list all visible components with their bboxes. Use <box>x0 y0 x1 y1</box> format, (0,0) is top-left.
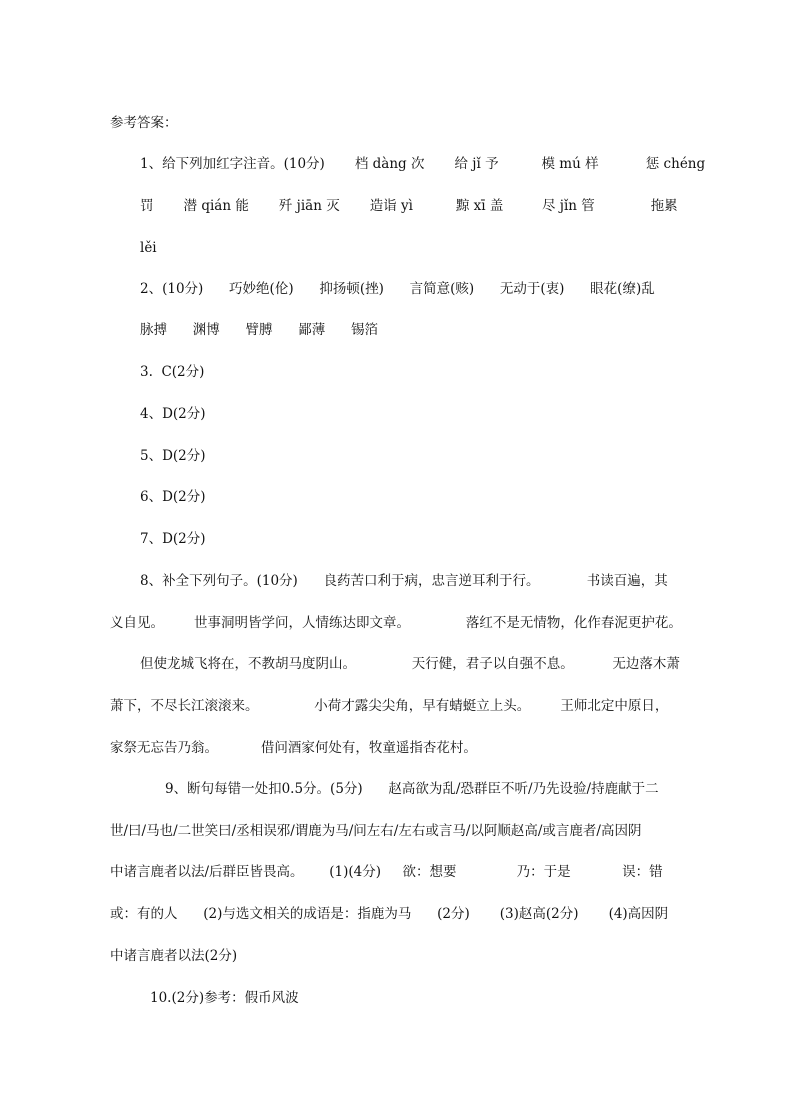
heading: 参考答案： <box>110 115 178 131</box>
q9-line-5: 中诸言鹿者以法(2分) <box>110 948 238 964</box>
q1-line-3: lěi <box>140 240 157 256</box>
q2-line-1: 2、(10分) 巧妙绝(伦) 抑扬顿(挫) 言简意(赅) 无动于(衷) 眼花(缭)乱 <box>140 281 655 297</box>
q9-line-4: 或：有的人 (2)与选文相关的成语是：指鹿为马 (2分) (3)赵高(2分) (4)高因阴 <box>110 906 669 922</box>
q9-line-2: 世/曰/马也/二世笑曰/丞相误邪/谓鹿为马/问左右/左右或言马/以阿顺赵高/或言鹿者/高因阴 <box>110 823 642 839</box>
q6-answer: 6、D(2分) <box>140 489 206 505</box>
q9-line-1: 9、断句每错一处扣0.5分。(5分) 赵高欲为乱/恐群臣不听/乃先设验/持鹿献于二 <box>165 781 659 797</box>
q8-line-4: 萧下，不尽长江滚滚来。 小荷才露尖尖角，早有蜻蜓立上头。 王师北定中原日， <box>110 698 669 714</box>
q9-line-3: 中诸言鹿者以法/后群臣皆畏高。 (1)(4分) 欲：想要 乃：于是 误：错 <box>110 864 663 880</box>
q8-line-3: 但使龙城飞将在，不教胡马度阴山。 天行健，君子以自强不息。 无边落木萧 <box>140 656 680 672</box>
q2-line-2: 脉搏 渊博 臂膊 鄙薄 锡箔 <box>140 322 378 338</box>
q3-answer: 3. C(2分) <box>140 364 205 380</box>
q1-line-1: 1、给下列加红字注音。(10分) 档 dàng 次 给 jǐ 予 模 mú 样 惩 chéng <box>140 156 706 172</box>
q8-line-1: 8、补全下列句子。(10分) 良药苦口利于病，忠言逆耳利于行。 书读百遍，其 <box>140 573 668 589</box>
q8-line-2: 义自见。 世事洞明皆学问，人情练达即文章。 落红不是无情物，化作春泥更护花。 <box>110 615 682 631</box>
q5-answer: 5、D(2分) <box>140 448 206 464</box>
q8-line-5: 家祭无忘告乃翁。 借问酒家何处有，牧童遥指杏花村。 <box>110 740 477 756</box>
q4-answer: 4、D(2分) <box>140 406 206 422</box>
q1-line-2: 罚 潜 qián 能 歼 jiān 灭 造诣 yì 黥 xī 盖 尽 jǐn 管 拖累 <box>140 198 678 214</box>
q10-answer: 10.(2分)参考：假币风波 <box>150 990 299 1006</box>
q7-answer: 7、D(2分) <box>140 531 206 547</box>
